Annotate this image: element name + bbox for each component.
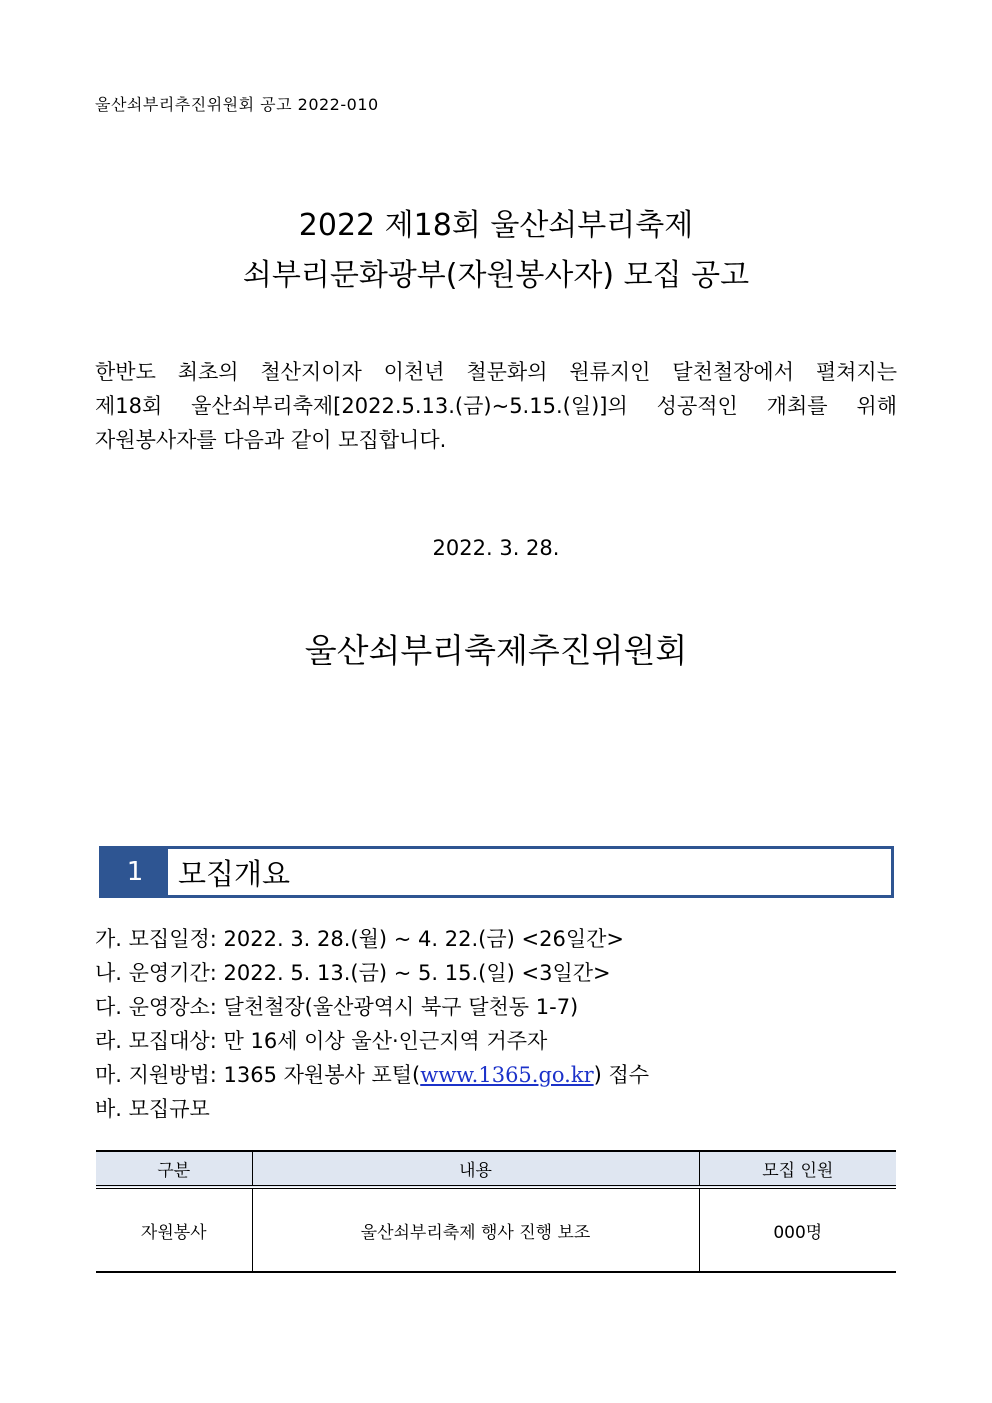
list-item-apply-method — [95, 1058, 649, 1092]
section-title: 모집개요 — [178, 856, 291, 891]
overview-list — [95, 922, 649, 1126]
intro-line: 한반도 최초의 철산지이자 이천년 철문화의 원류지인 달천철장에서 펼쳐지는 — [95, 360, 897, 384]
list-item-target: 라. 모집대상: 만 16세 이상 울산·인근지역 거주자 — [95, 1029, 548, 1053]
page-title-line2: 쇠부리문화광부(자원봉사자) 모집 공고 — [242, 258, 750, 293]
apply-prefix: 마. 지원방법: 1365 자원봉사 포털( — [95, 1063, 421, 1087]
list-item-scale: 바. 모집규모 — [95, 1097, 210, 1121]
notice-date: 2022. 3. 28. — [432, 536, 560, 560]
table-cell-count: 000명 — [699, 1187, 896, 1272]
table-cell-content: 울산쇠부리축제 행사 진행 보조 — [252, 1187, 699, 1272]
intro-paragraph — [95, 355, 897, 457]
organization-name: 울산쇠부리축제추진위원회 — [304, 631, 688, 670]
table-cell-category: 자원봉사 — [96, 1187, 252, 1272]
recruitment-table — [96, 1150, 896, 1273]
list-item-period: 나. 운영기간: 2022. 5. 13.(금) ~ 5. 15.(일) <3일간> — [95, 961, 611, 985]
notice-number: 울산쇠부리추진위원회 공고 2022-010 — [95, 95, 379, 114]
intro-line: 자원봉사자를 다음과 같이 모집합니다. — [95, 428, 447, 452]
table-header-count: 모집 인원 — [699, 1151, 896, 1187]
table-header-row — [96, 1151, 896, 1187]
table-header-category: 구분 — [96, 1151, 252, 1187]
table-row — [96, 1187, 896, 1272]
portal-link[interactable]: www.1365.go.kr — [420, 1063, 594, 1087]
page-title-line1: 2022 제18회 울산쇠부리축제 — [298, 208, 694, 243]
section-heading — [99, 846, 894, 898]
apply-suffix: ) 접수 — [593, 1063, 650, 1087]
table-header-content: 내용 — [252, 1151, 699, 1187]
section-number: 1 — [102, 849, 168, 895]
list-item-location: 다. 운영장소: 달천철장(울산광역시 북구 달천동 1-7) — [95, 995, 579, 1019]
list-item-schedule: 가. 모집일정: 2022. 3. 28.(월) ~ 4. 22.(금) <26일간> — [95, 927, 624, 951]
intro-line: 제18회 울산쇠부리축제[2022.5.13.(금)~5.15.(일)]의 성공적인 개최를 위해 — [95, 394, 897, 418]
